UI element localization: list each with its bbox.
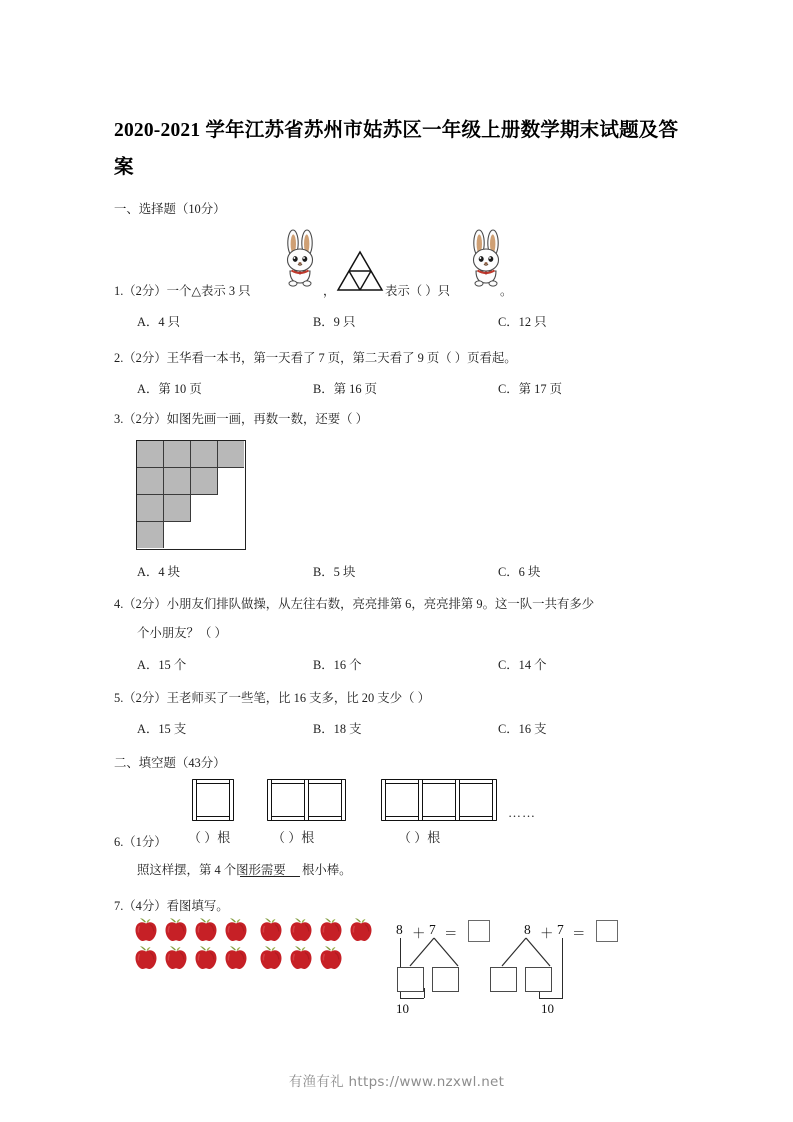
subdivided-triangle-figure: [336, 250, 384, 297]
apple-icon: [193, 945, 219, 970]
eq1-operand-left: 8: [396, 922, 403, 937]
question-4-option-b[interactable]: B．16 个: [313, 658, 362, 672]
apple-icon: [163, 945, 189, 970]
eq1-plus-sign: ＋: [412, 926, 426, 941]
apple-icon: [133, 917, 159, 942]
question-4-option-a[interactable]: A．15 个: [137, 658, 187, 672]
page-title: 2020-2021 学年江苏省苏州市姑苏区一年级上册数学期末试题及答案: [114, 120, 679, 178]
eq1-ten-label: 10: [396, 1001, 409, 1016]
eq2-operand-left: 8: [524, 922, 531, 937]
question-3-option-c[interactable]: C．6 块: [498, 565, 541, 579]
eq2-plus-sign: ＋: [540, 926, 554, 941]
apple-icon: [223, 917, 249, 942]
eq1-part-box-left[interactable]: [397, 967, 424, 992]
question-6-answer-blank[interactable]: [240, 876, 300, 877]
question-1-stem-c: 表示（ ）只: [385, 284, 451, 298]
section-heading-fill: 二、填空题（43分）: [114, 756, 226, 770]
question-6-count-label-1: （ ）根: [188, 830, 231, 845]
apple-icon: [258, 945, 284, 970]
question-1-stem-d: 。: [500, 284, 513, 298]
footer-watermark: 有渔有礼 https://www.nzxwl.net: [288, 1074, 505, 1090]
eq2-equals-sign: ＝: [572, 926, 586, 941]
question-6-followup-after: 根小棒。: [302, 863, 352, 877]
apple-icon: [288, 917, 314, 942]
eq2-tie-line-vertical: [562, 938, 563, 998]
apple-icon: [318, 917, 344, 942]
question-3-option-a[interactable]: A．4 块: [137, 565, 181, 579]
section-heading-choice: 一、选择题（10分）: [114, 202, 226, 216]
question-6-followup-before: 照这样摆，第 4 个图形需要: [137, 863, 286, 877]
question-1-stem-b: ，: [323, 284, 336, 298]
eq2-ten-label: 10: [541, 1001, 554, 1016]
question-4-stem-line1: 4.（2分）小朋友们排队做操，从左往右数，亮亮排第 6，亮亮排第 9。这一队一共有多少: [114, 597, 595, 611]
eq2-bracket-bottom: [539, 998, 563, 999]
rabbit-icon: [463, 228, 509, 288]
eq1-answer-box[interactable]: [468, 920, 490, 942]
apple-icon: [318, 945, 344, 970]
apple-icon: [223, 945, 249, 970]
eq1-operand-right: 7: [429, 922, 436, 937]
question-2-option-c[interactable]: C．第 17 页: [498, 382, 563, 396]
staircase-grid-figure: [136, 440, 246, 550]
eq2-part-box-left[interactable]: [490, 967, 517, 992]
pattern-ellipsis: ……: [508, 805, 536, 820]
question-3-option-b[interactable]: B．5 块: [313, 565, 356, 579]
question-2-option-a[interactable]: A．第 10 页: [137, 382, 202, 396]
question-5-option-b[interactable]: B．18 支: [313, 722, 362, 736]
question-1-option-a[interactable]: A．4 只: [137, 315, 181, 329]
apple-icon: [193, 917, 219, 942]
apple-icon: [258, 917, 284, 942]
apple-icon: [288, 945, 314, 970]
eq1-part-box-right[interactable]: [432, 967, 459, 992]
apple-icon: [133, 945, 159, 970]
eq1-bracket-right: [424, 988, 425, 998]
question-4-stem-line2: 个小朋友？（ ）: [137, 626, 227, 640]
question-3-stem: 3.（2分）如图先画一画，再数一数，还要（ ）: [114, 412, 369, 426]
question-5-option-a[interactable]: A．15 支: [137, 722, 187, 736]
apple-icon: [163, 917, 189, 942]
question-7-stem: 7.（4分）看图填写。: [114, 899, 229, 913]
question-6-count-label-3: （ ）根: [398, 830, 441, 845]
question-1-option-b[interactable]: B．9 只: [313, 315, 356, 329]
eq1-equals-sign: ＝: [444, 926, 458, 941]
question-5-option-c[interactable]: C．16 支: [498, 722, 547, 736]
eq1-bracket-bottom: [400, 998, 424, 999]
question-2-option-b[interactable]: B．第 16 页: [313, 382, 378, 396]
question-1-option-c[interactable]: C．12 只: [498, 315, 547, 329]
eq2-answer-box[interactable]: [596, 920, 618, 942]
question-6-count-label-2: （ ）根: [272, 830, 315, 845]
question-1-stem-a: 1.（2分）一个△表示 3 只: [114, 284, 251, 298]
eq2-operand-right: 7: [557, 922, 564, 937]
question-5-stem: 5.（2分）王老师买了一些笔，比 16 支多，比 20 支少（ ）: [114, 691, 430, 705]
eq2-part-box-right[interactable]: [525, 967, 552, 992]
question-2-stem: 2.（2分）王华看一本书，第一天看了 7 页，第二天看了 9 页（ ）页看起。: [114, 351, 517, 365]
question-4-option-c[interactable]: C．14 个: [498, 658, 547, 672]
decomposition-diagram-2: [524, 922, 639, 1022]
question-6-stem: 6.（1分）: [114, 835, 167, 849]
apple-icon: [348, 917, 374, 942]
rabbit-icon: [277, 228, 323, 288]
